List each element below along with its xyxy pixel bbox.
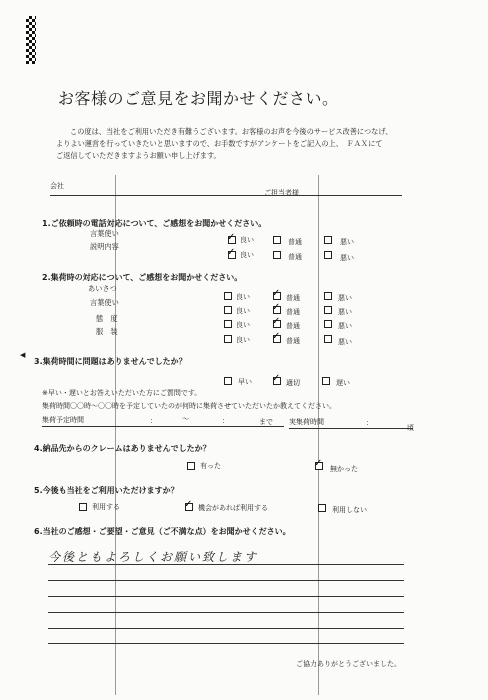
- check-mark-icon: ✓: [227, 247, 236, 258]
- q2-row-3-good-checkbox[interactable]: [224, 320, 232, 328]
- q5-maybe-label: 機会があれば利用する: [198, 504, 268, 512]
- q1-row-1-normal-label: 普通: [288, 238, 302, 246]
- check-mark-icon: ✓: [227, 232, 236, 243]
- comment-line-4[interactable]: [48, 612, 404, 613]
- q5-use-label: 利用する: [92, 503, 120, 511]
- q3-early-checkbox[interactable]: [224, 377, 232, 385]
- q2-row-4-bad-label: 悪い: [338, 338, 352, 346]
- q1-row-2-label: 説明内容: [90, 242, 119, 251]
- scan-line: [115, 175, 116, 695]
- q2-row-3-bad-checkbox[interactable]: [324, 320, 332, 328]
- comment-line-3[interactable]: [48, 596, 404, 597]
- q2-row-2-label: 言葉使い: [90, 298, 119, 307]
- q2-row-4-good-checkbox[interactable]: [224, 335, 232, 343]
- scan-line: [318, 175, 319, 695]
- check-mark-icon: ✓: [272, 302, 281, 313]
- q2-row-2-good-checkbox[interactable]: [224, 306, 232, 314]
- q2-row-3-label: 態 度: [96, 314, 118, 323]
- q1-row-1-bad-label: 悪い: [340, 238, 354, 246]
- q3-appropriate-label: 適切: [286, 379, 300, 387]
- q1-row-1-label: 言葉使い: [90, 229, 119, 238]
- until-label: まで: [259, 418, 273, 426]
- q3-late-label: 遅い: [336, 379, 350, 387]
- handwritten-comment: 今後ともよろしくお願い致します: [48, 550, 259, 564]
- q2-row-2-bad-label: 悪い: [338, 308, 352, 316]
- q2-title: 2.集荷時の対応について、ご感想をお聞かせください。: [42, 273, 243, 282]
- checker-pattern: [26, 16, 36, 64]
- check-mark-icon: ✓: [272, 331, 281, 342]
- actual-time-field[interactable]: [289, 428, 413, 429]
- q2-row-4-good-label: 良い: [236, 336, 250, 344]
- q1-row-2-bad-checkbox[interactable]: [324, 251, 332, 259]
- intro-line-3: ご返信していただきますようお願い申し上げます。: [56, 151, 221, 160]
- q5-no-checkbox[interactable]: [318, 504, 326, 512]
- q4-yes-checkbox[interactable]: [187, 462, 195, 470]
- q2-row-1-good-checkbox[interactable]: [224, 292, 232, 300]
- comment-line-2[interactable]: [48, 580, 404, 581]
- footer-thanks: ご協力ありがとうございました。: [296, 660, 401, 668]
- q1-row-1-good-label: 良い: [240, 236, 254, 244]
- q1-row-2-normal-checkbox[interactable]: [273, 251, 281, 259]
- q2-row-1-bad-checkbox[interactable]: [324, 292, 332, 300]
- q2-row-1-bad-label: 悪い: [338, 294, 352, 302]
- q3-note-1: ※早い・遅いとお答えいただいた方にご質問です。: [42, 389, 202, 397]
- planned-time-label: 集荷予定時間: [42, 416, 84, 424]
- q5-no-label: 利用しない: [332, 506, 367, 514]
- q4-title: 4.納品先からのクレームはありませんでしたか？: [34, 444, 211, 453]
- actual-time-label: 実集荷時間: [289, 418, 324, 426]
- q2-row-4-label: 服 装: [96, 327, 118, 336]
- comment-line-1[interactable]: [48, 564, 404, 565]
- q2-row-2-bad-checkbox[interactable]: [324, 306, 332, 314]
- q4-yes-label: 有った: [200, 462, 221, 470]
- arrow-marker-icon: ◀: [20, 351, 26, 359]
- approx-suffix: 頃: [407, 424, 414, 432]
- q1-row-1-normal-checkbox[interactable]: [273, 236, 281, 244]
- q6-title: 6.当社のご感想・ご要望・ご意見（ご不満な点）をお聞かせください。: [34, 527, 291, 536]
- intro-line-2: よりよい運営を行っていきたいと思いますので、お手数ですがアンケートをご記入の上、 ＦＡＸにて: [56, 139, 383, 148]
- page-title: お客様のご意見をお聞かせください。: [58, 89, 339, 108]
- check-mark-icon: ✓: [184, 499, 193, 510]
- q3-note-2: 集荷時間〇〇時〜〇〇時を予定していたのが何時に集荷させていただいたか教えてください。: [42, 402, 336, 410]
- company-field-line[interactable]: [50, 195, 402, 196]
- comment-line-6[interactable]: [48, 643, 404, 644]
- intro-line-1: この度は、当社をご利用いただき有難うございます。お客様のお声を今後のサービス改善につなげ、: [70, 127, 393, 136]
- q4-no-label: 無かった: [330, 465, 358, 473]
- check-mark-icon: ✓: [272, 373, 281, 384]
- planned-time-field[interactable]: [42, 426, 284, 427]
- company-label: 会社: [50, 182, 64, 190]
- q1-row-2-good-label: 良い: [240, 251, 254, 259]
- check-mark-icon: ✓: [314, 458, 323, 469]
- q1-title: 1.ご依頼時の電話対応について、ご感想をお聞かせください。: [42, 219, 267, 228]
- q1-row-1-bad-checkbox[interactable]: [324, 236, 332, 244]
- q5-use-checkbox[interactable]: [79, 503, 87, 511]
- q2-row-4-normal-label: 普通: [286, 337, 300, 345]
- q2-row-2-good-label: 良い: [236, 307, 250, 315]
- person-label: ご担当者様: [264, 189, 299, 197]
- comment-line-5[interactable]: [48, 628, 404, 629]
- q2-row-3-normal-label: 普通: [286, 322, 300, 330]
- q1-row-2-bad-label: 悪い: [340, 254, 354, 262]
- q2-row-3-bad-label: 悪い: [338, 322, 352, 330]
- q5-title: 5.今後も当社をご利用いただけますか？: [34, 486, 179, 495]
- q2-row-4-bad-checkbox[interactable]: [324, 335, 332, 343]
- colon-2: ：: [222, 417, 229, 425]
- colon-1: ：: [150, 417, 157, 425]
- q2-row-1-label: あいさつ: [88, 284, 117, 293]
- q3-late-checkbox[interactable]: [322, 377, 330, 385]
- check-mark-icon: ✓: [272, 316, 281, 327]
- q2-row-3-good-label: 良い: [236, 321, 250, 329]
- colon-3: ：: [366, 419, 373, 427]
- q2-row-1-normal-label: 普通: [286, 294, 300, 302]
- q3-early-label: 早い: [238, 378, 252, 386]
- check-mark-icon: ✓: [272, 288, 281, 299]
- q3-title: 3.集荷時間に問題はありませんでしたか？: [34, 357, 187, 366]
- tilde: 〜: [182, 415, 189, 423]
- q2-row-1-good-label: 良い: [236, 293, 250, 301]
- q1-row-2-normal-label: 普通: [288, 253, 302, 261]
- q2-row-2-normal-label: 普通: [286, 308, 300, 316]
